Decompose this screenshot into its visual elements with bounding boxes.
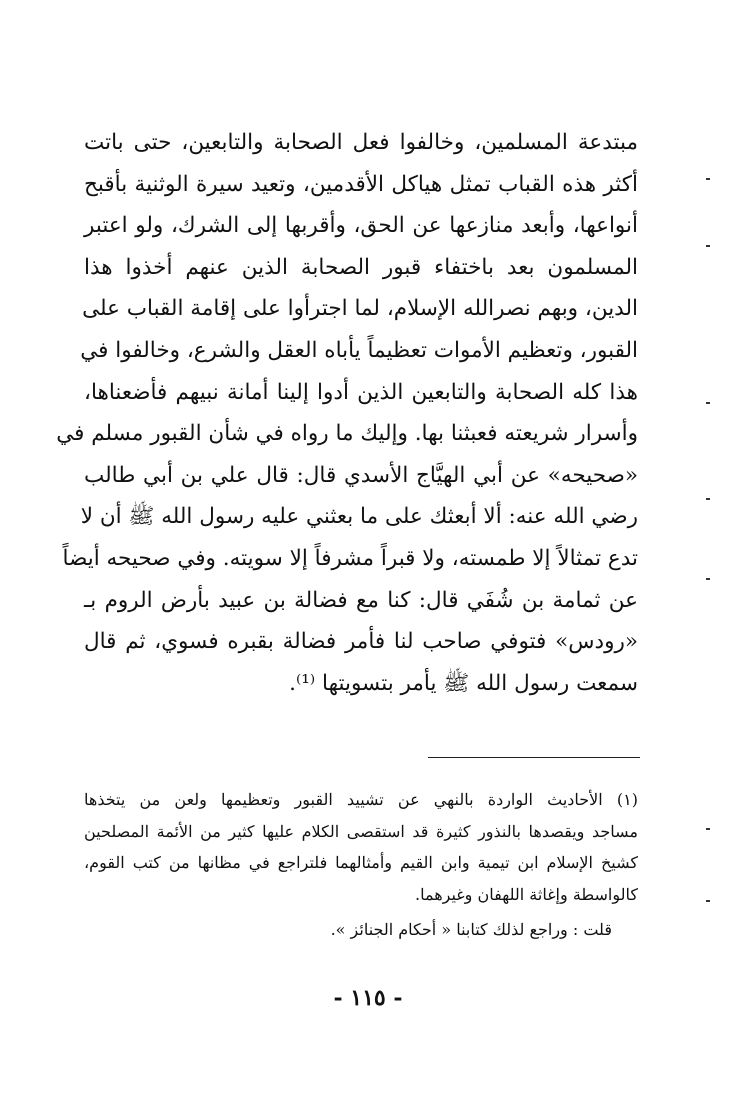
text-line: أكثر هذه القباب تمثل هياكل الأقدمين، وتعيد سيرة الوثنية بأقبح	[84, 171, 638, 197]
text-line: مبتدعة المسلمين، وخالفوا فعل الصحابة والتابعين، حتى باتت	[84, 130, 638, 155]
text-line: القبور، وتعظيم الأموات تعظيماً يأباه العقل والشرع، وخالفوا في	[80, 337, 638, 363]
margin-mark	[706, 402, 710, 404]
main-text	[56, 122, 638, 704]
margin-mark	[706, 900, 710, 902]
text-line: «رودس» فتوفي صاحب لنا فأمر فضالة بقبره فسوي، ثم قال	[84, 629, 638, 655]
text-line: «صحيحه» عن أبي الهيَّاج الأسدي قال: قال علي بن أبي طالب	[84, 462, 638, 488]
margin-mark	[706, 245, 710, 247]
footnote-line: كشيخ الإسلام ابن تيمية وابن القيم وأمثالهما فلتراجع في مظانها من كتب القوم،	[84, 853, 638, 872]
margin-mark	[706, 828, 710, 830]
footnote-divider	[428, 757, 640, 758]
text-line: تدع تمثالاً إلا طمسته، ولا قبراً مشرفاً إلا سويته. وفي صحيحه أيضاً	[62, 545, 638, 571]
margin-mark	[706, 178, 710, 180]
editor-note: قلت : وراجع لذلك كتابنا « أحكام الجنائز ».	[330, 920, 612, 939]
text-line: وأسرار شريعته فعبثنا بها. وإليك ما رواه في شأن القبور مسلم في	[56, 421, 638, 447]
footnote-line: مساجد ويقصدها بالنذور كثيرة قد استقصى الكلام عليها كثير من الأئمة المصلحين	[84, 821, 638, 841]
text-line: المسلمون بعد باختفاء قبور الصحابة الذين عنهم أخذوا هذا	[84, 254, 638, 280]
text-line: عن ثمامة بن شُفَي قال: كنا مع فضالة بن عبيد بأرض الروم بـ	[84, 587, 638, 613]
text-line: سمعت رسول الله ﷺ يأمر بتسويتها ⁽¹⁾.	[289, 670, 638, 696]
footnotes	[84, 784, 638, 946]
text-line: الدين، وبهم نصرالله الإسلام، لما اجترأوا على إقامة القباب على	[82, 296, 638, 322]
page-number: - ١١٥ -	[333, 985, 403, 1011]
margin-mark	[706, 578, 710, 580]
text-line: هذا كله الصحابة والتابعين الذين أدوا إلينا أمانة نبيهم فأضعناها،	[84, 379, 638, 405]
margin-mark	[706, 498, 710, 500]
text-line: رضي الله عنه: ألا أبعثك على ما بعثني عليه رسول الله ﷺ أن لا	[80, 504, 638, 530]
footnote-line: كالواسطة وإغاثة اللهفان وغيرهما.	[415, 884, 638, 904]
text-line: أنواعها، وأبعد منازعها عن الحق، وأقربها إلى الشرك، ولو اعتبر	[84, 213, 638, 239]
footnote-line: (١) الأحاديث الواردة بالنهي عن تشييد القبور وتعظيمها ولعن من يتخذها	[84, 790, 638, 809]
